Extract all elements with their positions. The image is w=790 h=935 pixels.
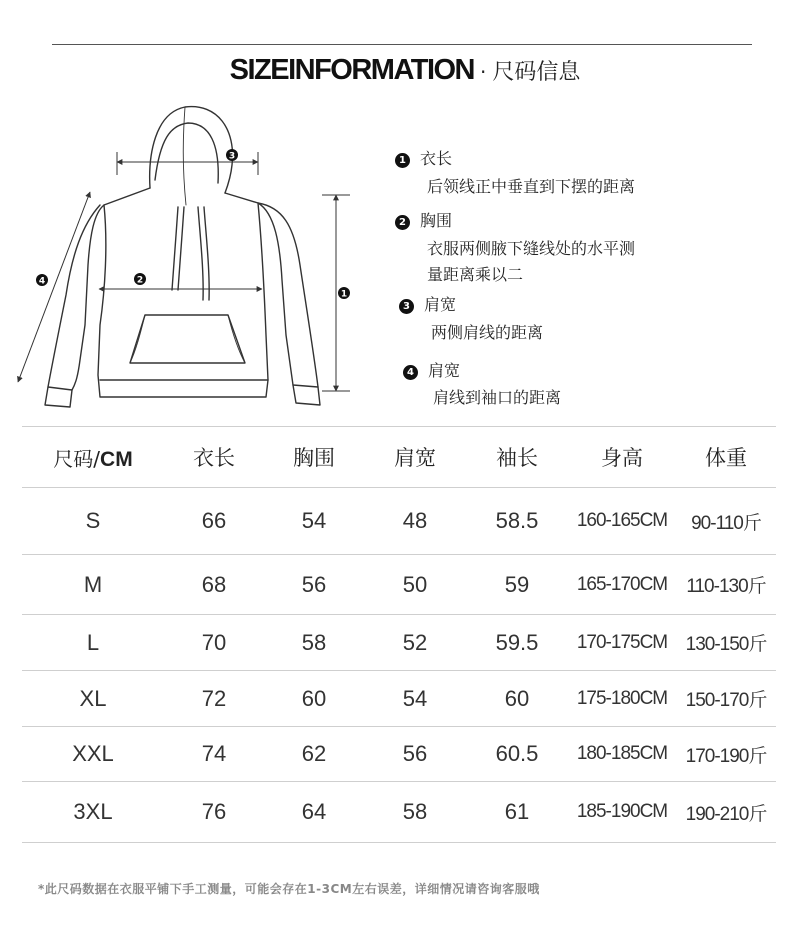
measure-lines [18, 152, 350, 391]
hoodie-outline [45, 107, 320, 407]
legend-name-3: 肩宽 [424, 295, 457, 314]
legend-item-4 [403, 358, 460, 381]
cell-height: 160-165CM [568, 488, 676, 555]
header-size [22, 427, 164, 488]
header-length: 衣长 [164, 427, 264, 488]
header-shoulder: 肩宽 [364, 427, 466, 488]
cell-size: M [22, 555, 164, 615]
legend-desc-3: 两侧肩线的距离 [431, 323, 544, 342]
legend-num-1: 1 [395, 153, 410, 168]
page-title [0, 54, 790, 87]
legend-desc-2a: 衣服两侧腋下缝线处的水平测 [427, 239, 636, 258]
cell-sleeve: 59 [466, 555, 568, 615]
cell-sleeve: 61 [466, 782, 568, 843]
cell-length: 70 [164, 615, 264, 671]
cell-chest: 60 [264, 671, 364, 727]
table-row [22, 488, 776, 555]
header-height: 身高 [568, 427, 676, 488]
cell-shoulder: 54 [364, 671, 466, 727]
cell-shoulder: 58 [364, 782, 466, 843]
measure-badges [36, 149, 350, 300]
legend-name-1: 衣长 [420, 149, 453, 168]
cell-height: 185-190CM [568, 782, 676, 843]
cell-size: S [22, 488, 164, 555]
cell-sleeve: 60.5 [466, 727, 568, 782]
cell-size: XXL [22, 727, 164, 782]
cell-height: 180-185CM [568, 727, 676, 782]
cell-chest: 62 [264, 727, 364, 782]
legend-num-3: 3 [399, 299, 414, 314]
title-english: SIZEINFORMATION [229, 54, 474, 86]
legend-desc-1: 后领线正中垂直到下摆的距离 [427, 177, 636, 196]
size-table [22, 426, 776, 843]
cell-weight: 110-130斤 [676, 555, 776, 615]
top-divider [52, 44, 752, 45]
legend-item-3 [399, 292, 456, 315]
cell-chest: 64 [264, 782, 364, 843]
cell-weight: 150-170斤 [676, 671, 776, 727]
hoodie-diagram [0, 95, 380, 425]
cell-size: XL [22, 671, 164, 727]
cell-length: 74 [164, 727, 264, 782]
cell-chest: 58 [264, 615, 364, 671]
table-header-row [22, 427, 776, 488]
cell-shoulder: 50 [364, 555, 466, 615]
cell-height: 170-175CM [568, 615, 676, 671]
badge-3-label: 3 [228, 151, 236, 162]
badge-2-label: 2 [136, 275, 144, 286]
table-row [22, 671, 776, 727]
cell-sleeve: 60 [466, 671, 568, 727]
cell-sleeve: 58.5 [466, 488, 568, 555]
cell-shoulder: 48 [364, 488, 466, 555]
cell-size: L [22, 615, 164, 671]
legend-desc-4: 肩线到袖口的距离 [433, 388, 562, 407]
cell-weight: 190-210斤 [676, 782, 776, 843]
measurement-footnote: *此尺码数据在衣服平铺下手工测量，可能会存在1-3CM左右误差，详细情况请咨询客服哦 [38, 882, 540, 896]
badge-1-label: 1 [340, 289, 348, 300]
cell-size: 3XL [22, 782, 164, 843]
legend-name-4: 肩宽 [428, 361, 461, 380]
cell-chest: 54 [264, 488, 364, 555]
table-row [22, 555, 776, 615]
badge-4-label: 4 [38, 276, 46, 287]
cell-weight: 90-110斤 [676, 488, 776, 555]
header-chest: 胸围 [264, 427, 364, 488]
header-weight: 体重 [676, 427, 776, 488]
header-size-unit: CM [100, 447, 133, 471]
cell-sleeve: 59.5 [466, 615, 568, 671]
cell-length: 66 [164, 488, 264, 555]
table-row [22, 782, 776, 843]
header-size-label: 尺码/ [53, 446, 101, 471]
legend-num-4: 4 [403, 365, 418, 380]
legend-desc-2b: 量距离乘以二 [427, 265, 524, 284]
cell-height: 165-170CM [568, 555, 676, 615]
cell-length: 76 [164, 782, 264, 843]
legend-name-2: 胸围 [420, 211, 453, 230]
cell-length: 72 [164, 671, 264, 727]
cell-weight: 170-190斤 [676, 727, 776, 782]
table-row [22, 615, 776, 671]
title-separator: · [480, 60, 487, 84]
cell-weight: 130-150斤 [676, 615, 776, 671]
cell-height: 175-180CM [568, 671, 676, 727]
title-chinese: 尺码信息 [492, 60, 581, 85]
cell-chest: 56 [264, 555, 364, 615]
cell-length: 68 [164, 555, 264, 615]
cell-shoulder: 56 [364, 727, 466, 782]
legend-item-1 [395, 146, 452, 169]
legend-item-2 [395, 208, 452, 231]
cell-shoulder: 52 [364, 615, 466, 671]
table-row [22, 727, 776, 782]
legend-num-2: 2 [395, 215, 410, 230]
header-sleeve: 袖长 [466, 427, 568, 488]
